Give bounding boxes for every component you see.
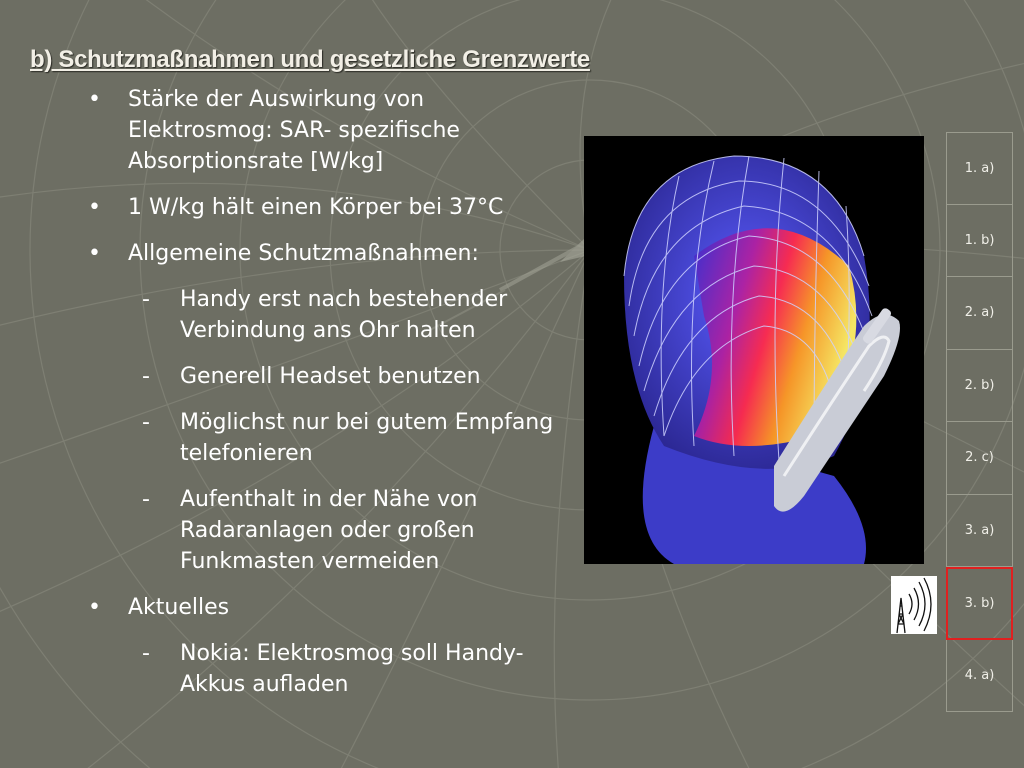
radio-antenna-icon[interactable] (891, 576, 937, 634)
slide-navigation (946, 132, 1013, 712)
bullet-marker: • (88, 595, 101, 620)
sub-text: Aufenthalt in der Nähe von Radaranlagen oder großen Funkmasten vermeiden (180, 487, 478, 574)
sub-item (88, 284, 558, 346)
sub-text: Nokia: Elektrosmog soll Handy-Akkus aufladen (180, 641, 524, 697)
bullet-item (88, 592, 558, 623)
nav-item-2a[interactable]: 2. a) (946, 277, 1013, 350)
nav-item-2b[interactable]: 2. b) (946, 350, 1013, 423)
sub-item (88, 484, 558, 577)
nav-item-2c[interactable]: 2. c) (946, 422, 1013, 495)
bullet-item (88, 84, 558, 177)
sub-item (88, 638, 558, 700)
sub-marker: - (142, 287, 150, 312)
bullet-text: Aktuelles (128, 595, 230, 620)
bullet-marker: • (88, 195, 101, 220)
bullet-text: Stärke der Auswirkung von Elektrosmog: SAR- spezifische Absorptionsrate [W/kg] (128, 87, 460, 174)
sub-marker: - (142, 364, 150, 389)
bullet-text: Allgemeine Schutzmaßnahmen: (128, 241, 479, 266)
bullet-marker: • (88, 241, 101, 266)
bullet-text: 1 W/kg hält einen Körper bei 37°C (128, 195, 504, 220)
head-sar-heatmap-image (584, 136, 924, 564)
head-illustration (584, 136, 924, 564)
bullet-marker: • (88, 87, 101, 112)
sub-marker: - (142, 641, 150, 666)
sub-item (88, 361, 558, 392)
slide-title: b) Schutzmaßnahmen und gesetzliche Grenzwerte (30, 46, 590, 73)
bullet-item (88, 238, 558, 269)
sub-text: Möglichst nur bei gutem Empfang telefonieren (180, 410, 554, 466)
nav-item-1b[interactable]: 1. b) (946, 205, 1013, 278)
nav-item-3b[interactable]: 3. b) (946, 567, 1013, 640)
sub-marker: - (142, 487, 150, 512)
bullet-list (88, 84, 558, 715)
sub-text: Handy erst nach bestehender Verbindung ans Ohr halten (180, 287, 508, 343)
nav-item-1a[interactable]: 1. a) (946, 132, 1013, 205)
sub-marker: - (142, 410, 150, 435)
nav-item-3a[interactable]: 3. a) (946, 495, 1013, 568)
bullet-item (88, 192, 558, 223)
nav-item-4a[interactable]: 4. a) (946, 640, 1013, 713)
sub-item (88, 407, 558, 469)
sub-text: Generell Headset benutzen (180, 364, 481, 389)
